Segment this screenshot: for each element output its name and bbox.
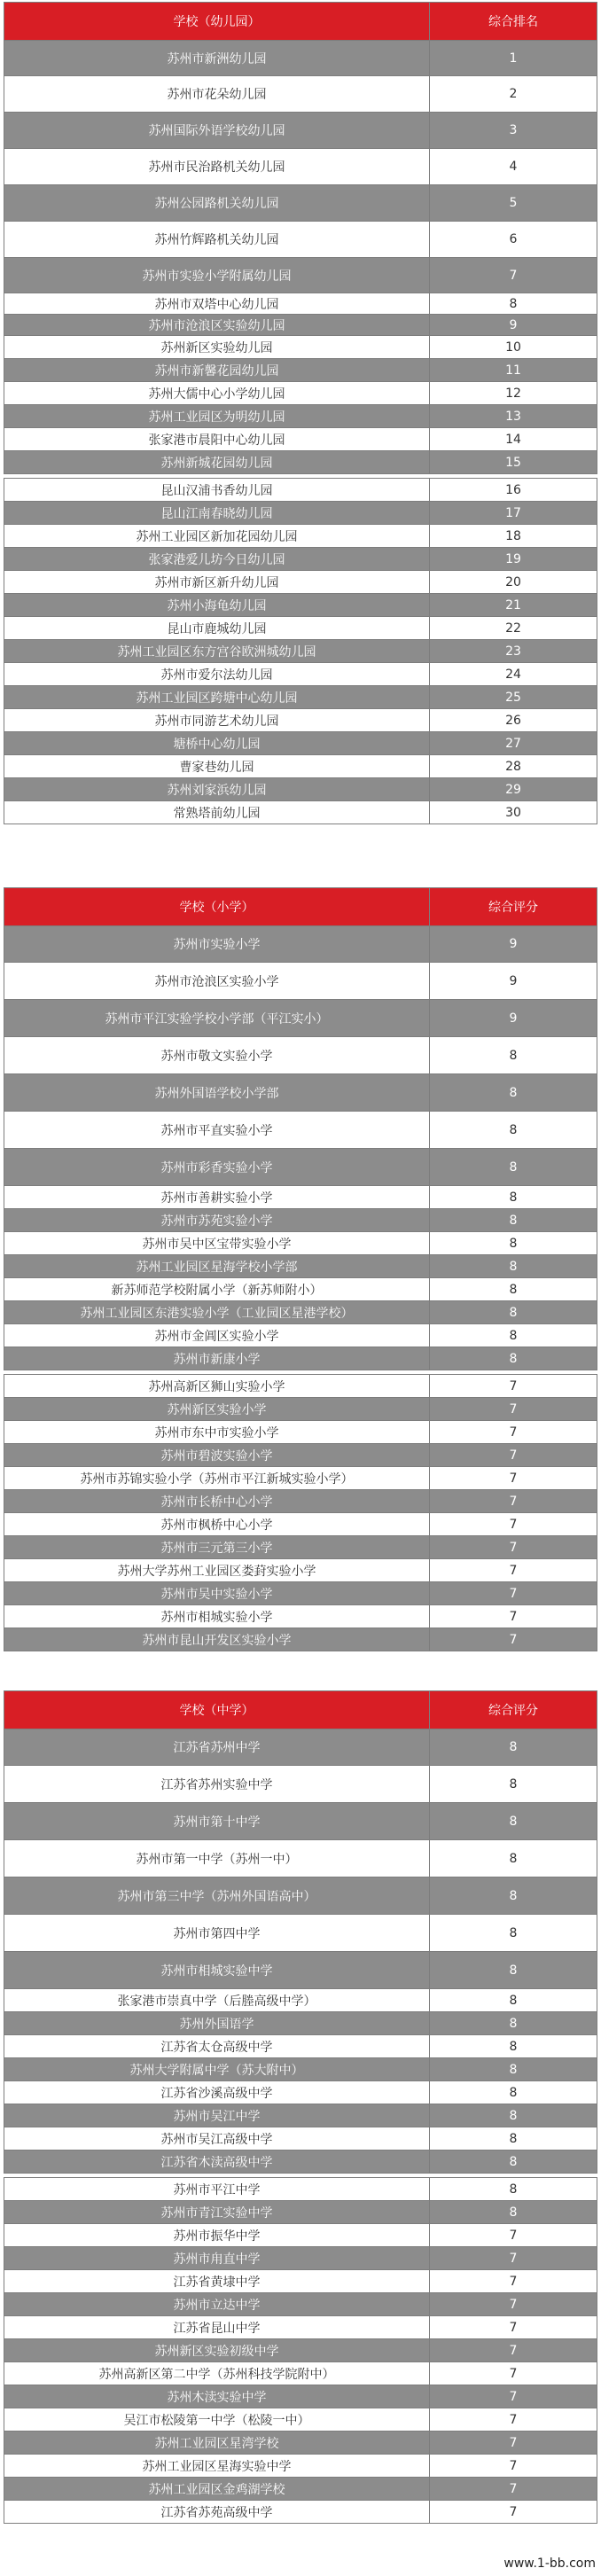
school-name-cell: 昆山市鹿城幼儿园 bbox=[4, 617, 430, 640]
table-row bbox=[4, 2270, 597, 2293]
school-name-cell: 吴江市松陵第一中学（松陵一中） bbox=[4, 2408, 430, 2432]
table-row bbox=[4, 1989, 597, 2012]
score-cell: 6 bbox=[430, 222, 597, 258]
table-row bbox=[4, 1301, 597, 1324]
table-row bbox=[4, 1467, 597, 1490]
score-cell: 7 bbox=[430, 1513, 597, 1536]
score-cell: 7 bbox=[430, 1398, 597, 1421]
table-row bbox=[4, 2408, 597, 2432]
table-row bbox=[4, 1840, 597, 1877]
school-name-cell: 苏州工业园区东港实验小学（工业园区星港学校） bbox=[4, 1301, 430, 1324]
table-row bbox=[4, 1324, 597, 1347]
score-cell: 20 bbox=[430, 571, 597, 594]
score-cell: 8 bbox=[430, 1324, 597, 1347]
table-row bbox=[4, 185, 597, 222]
score-cell: 19 bbox=[430, 548, 597, 571]
table-row bbox=[4, 2339, 597, 2362]
school-name-cell: 苏州市平直实验小学 bbox=[4, 1112, 430, 1149]
table-row bbox=[4, 778, 597, 801]
table-row bbox=[4, 1000, 597, 1037]
school-name-cell: 苏州新区实验幼儿园 bbox=[4, 336, 430, 359]
score-cell: 8 bbox=[430, 2012, 597, 2035]
school-name-cell: 苏州市枫桥中心小学 bbox=[4, 1513, 430, 1536]
school-name-cell: 苏州小海龟幼儿园 bbox=[4, 594, 430, 617]
school-name-cell: 苏州市双塔中心幼儿园 bbox=[4, 293, 430, 315]
table-row bbox=[4, 113, 597, 149]
table-row bbox=[4, 2035, 597, 2058]
primary-school-rating-table bbox=[4, 887, 597, 1651]
score-cell: 7 bbox=[430, 2339, 597, 2362]
table-row bbox=[4, 1037, 597, 1074]
table-header-row bbox=[4, 3, 597, 41]
score-cell: 7 bbox=[430, 2247, 597, 2270]
table-row bbox=[4, 315, 597, 336]
score-cell: 9 bbox=[430, 1000, 597, 1037]
score-cell: 7 bbox=[430, 2270, 597, 2293]
table-row bbox=[4, 359, 597, 382]
school-name-cell: 苏州市同游艺术幼儿园 bbox=[4, 709, 430, 732]
table-row bbox=[4, 2455, 597, 2478]
school-name-cell: 苏州工业园区星湾学校 bbox=[4, 2432, 430, 2455]
table-row bbox=[4, 1074, 597, 1112]
school-name-cell: 苏州新城花园幼儿园 bbox=[4, 451, 430, 474]
table-row bbox=[4, 2293, 597, 2316]
school-column-header: 学校（中学） bbox=[4, 1691, 430, 1729]
table-row bbox=[4, 222, 597, 258]
school-name-cell: 苏州市新馨花园幼儿园 bbox=[4, 359, 430, 382]
table-row bbox=[4, 258, 597, 293]
school-name-cell: 昆山江南春晓幼儿园 bbox=[4, 502, 430, 525]
score-cell: 7 bbox=[430, 2385, 597, 2408]
score-cell: 18 bbox=[430, 525, 597, 548]
score-cell: 8 bbox=[430, 1149, 597, 1186]
table-row bbox=[4, 1112, 597, 1149]
table-row bbox=[4, 1347, 597, 1370]
table-row bbox=[4, 382, 597, 405]
score-cell: 7 bbox=[430, 1467, 597, 1490]
school-name-cell: 苏州市新康小学 bbox=[4, 1347, 430, 1370]
score-cell: 8 bbox=[430, 2127, 597, 2151]
score-cell: 7 bbox=[430, 2432, 597, 2455]
school-name-cell: 苏州市甪直中学 bbox=[4, 2247, 430, 2270]
table-row bbox=[4, 502, 597, 525]
score-cell: 26 bbox=[430, 709, 597, 732]
kindergarten-ranking-table bbox=[4, 2, 597, 824]
school-name-cell: 苏州市爱尔法幼儿园 bbox=[4, 663, 430, 686]
table-row bbox=[4, 2385, 597, 2408]
table-row bbox=[4, 1421, 597, 1444]
school-name-cell: 苏州新区实验初级中学 bbox=[4, 2339, 430, 2362]
score-cell: 9 bbox=[430, 926, 597, 963]
school-name-cell: 苏州工业园区星海学校小学部 bbox=[4, 1255, 430, 1278]
school-name-cell: 苏州市金阊区实验小学 bbox=[4, 1324, 430, 1347]
school-name-cell: 苏州大儒中心小学幼儿园 bbox=[4, 382, 430, 405]
table-row bbox=[4, 2224, 597, 2247]
school-name-cell: 苏州工业园区跨塘中心幼儿园 bbox=[4, 686, 430, 709]
school-column-header: 学校（幼儿园） bbox=[4, 3, 430, 41]
school-name-cell: 苏州市吴江中学 bbox=[4, 2104, 430, 2127]
school-name-cell: 常熟塔前幼儿园 bbox=[4, 801, 430, 824]
table-row bbox=[4, 405, 597, 428]
school-name-cell: 苏州木渎实验中学 bbox=[4, 2385, 430, 2408]
table-row bbox=[4, 336, 597, 359]
score-cell: 23 bbox=[430, 640, 597, 663]
table-row bbox=[4, 149, 597, 185]
school-name-cell: 江苏省昆山中学 bbox=[4, 2316, 430, 2339]
score-cell: 7 bbox=[430, 258, 597, 293]
score-cell: 8 bbox=[430, 1803, 597, 1840]
score-cell: 8 bbox=[430, 1112, 597, 1149]
school-name-cell: 张家港市晨阳中心幼儿园 bbox=[4, 428, 430, 451]
school-name-cell: 苏州市沧浪区实验幼儿园 bbox=[4, 315, 430, 336]
score-cell: 8 bbox=[430, 1347, 597, 1370]
score-cell: 12 bbox=[430, 382, 597, 405]
school-name-cell: 苏州工业园区金鸡湖学校 bbox=[4, 2478, 430, 2501]
school-name-cell: 苏州新区实验小学 bbox=[4, 1398, 430, 1421]
table-row bbox=[4, 1186, 597, 1209]
school-name-cell: 苏州市东中市实验小学 bbox=[4, 1421, 430, 1444]
table-row bbox=[4, 451, 597, 474]
school-name-cell: 苏州市苏苑实验小学 bbox=[4, 1209, 430, 1232]
table-row bbox=[4, 594, 597, 617]
school-name-cell: 江苏省沙溪高级中学 bbox=[4, 2081, 430, 2104]
table-row bbox=[4, 2362, 597, 2385]
score-cell: 8 bbox=[430, 2151, 597, 2174]
table-header-row bbox=[4, 1691, 597, 1729]
score-cell: 13 bbox=[430, 405, 597, 428]
score-cell: 30 bbox=[430, 801, 597, 824]
score-cell: 5 bbox=[430, 185, 597, 222]
score-cell: 8 bbox=[430, 1186, 597, 1209]
school-name-cell: 苏州市民治路机关幼儿园 bbox=[4, 149, 430, 185]
school-name-cell: 苏州市平江实验学校小学部（平江实小） bbox=[4, 1000, 430, 1037]
school-name-cell: 苏州国际外语学校幼儿园 bbox=[4, 113, 430, 149]
table-row bbox=[4, 1605, 597, 1628]
table-row bbox=[4, 2178, 597, 2201]
table-row bbox=[4, 2058, 597, 2081]
table-row bbox=[4, 1513, 597, 1536]
school-name-cell: 苏州工业园区新加花园幼儿园 bbox=[4, 525, 430, 548]
score-cell: 8 bbox=[430, 1840, 597, 1877]
school-name-cell: 苏州市第四中学 bbox=[4, 1915, 430, 1952]
school-name-cell: 苏州工业园区东方宫谷欧洲城幼儿园 bbox=[4, 640, 430, 663]
table-row bbox=[4, 2012, 597, 2035]
score-cell: 8 bbox=[430, 1989, 597, 2012]
school-name-cell: 江苏省苏州实验中学 bbox=[4, 1766, 430, 1803]
table-row bbox=[4, 732, 597, 755]
school-name-cell: 苏州市善耕实验小学 bbox=[4, 1186, 430, 1209]
score-cell: 8 bbox=[430, 1301, 597, 1324]
school-name-cell: 苏州市苏锦实验小学（苏州市平江新城实验小学） bbox=[4, 1467, 430, 1490]
score-cell: 29 bbox=[430, 778, 597, 801]
school-column-header: 学校（小学） bbox=[4, 888, 430, 926]
table-row bbox=[4, 1766, 597, 1803]
score-cell: 7 bbox=[430, 2316, 597, 2339]
table-row bbox=[4, 926, 597, 963]
score-cell: 15 bbox=[430, 451, 597, 474]
score-cell: 4 bbox=[430, 149, 597, 185]
table-row bbox=[4, 1915, 597, 1952]
school-name-cell: 新苏师范学校附属小学（新苏师附小） bbox=[4, 1278, 430, 1301]
school-name-cell: 苏州市花朵幼儿园 bbox=[4, 76, 430, 113]
school-name-cell: 苏州市彩香实验小学 bbox=[4, 1149, 430, 1186]
school-name-cell: 苏州市沧浪区实验小学 bbox=[4, 963, 430, 1000]
score-cell: 8 bbox=[430, 2081, 597, 2104]
table-row bbox=[4, 640, 597, 663]
table-row bbox=[4, 1952, 597, 1989]
score-cell: 7 bbox=[430, 1628, 597, 1651]
table-row bbox=[4, 1559, 597, 1582]
table-row bbox=[4, 2501, 597, 2524]
school-name-cell: 苏州高新区第二中学（苏州科技学院附中） bbox=[4, 2362, 430, 2385]
score-column-header: 综合评分 bbox=[430, 888, 597, 926]
school-name-cell: 苏州市吴中实验小学 bbox=[4, 1582, 430, 1605]
score-cell: 8 bbox=[430, 1074, 597, 1112]
table-row bbox=[4, 1232, 597, 1255]
table-row bbox=[4, 1149, 597, 1186]
score-cell: 7 bbox=[430, 2224, 597, 2247]
score-cell: 8 bbox=[430, 1255, 597, 1278]
table-row bbox=[4, 479, 597, 502]
table-row bbox=[4, 2478, 597, 2501]
school-name-cell: 江苏省黄埭中学 bbox=[4, 2270, 430, 2293]
score-cell: 21 bbox=[430, 594, 597, 617]
table-row bbox=[4, 1490, 597, 1513]
table-row bbox=[4, 1255, 597, 1278]
score-cell: 8 bbox=[430, 1915, 597, 1952]
school-name-cell: 曹家巷幼儿园 bbox=[4, 755, 430, 778]
school-name-cell: 苏州市第十中学 bbox=[4, 1803, 430, 1840]
score-column-header: 综合评分 bbox=[430, 1691, 597, 1729]
table-row bbox=[4, 617, 597, 640]
school-name-cell: 江苏省木渎高级中学 bbox=[4, 2151, 430, 2174]
school-name-cell: 张家港市崇真中学（后塍高级中学） bbox=[4, 1989, 430, 2012]
score-cell: 11 bbox=[430, 359, 597, 382]
score-cell: 8 bbox=[430, 1729, 597, 1766]
school-name-cell: 苏州市实验小学附属幼儿园 bbox=[4, 258, 430, 293]
table-row bbox=[4, 76, 597, 113]
table-row bbox=[4, 963, 597, 1000]
school-name-cell: 苏州市碧波实验小学 bbox=[4, 1444, 430, 1467]
table-row bbox=[4, 525, 597, 548]
table-row bbox=[4, 2127, 597, 2151]
score-cell: 10 bbox=[430, 336, 597, 359]
table-row bbox=[4, 1209, 597, 1232]
table-row bbox=[4, 2432, 597, 2455]
score-cell: 22 bbox=[430, 617, 597, 640]
score-cell: 8 bbox=[430, 2035, 597, 2058]
school-name-cell: 苏州市青江实验中学 bbox=[4, 2201, 430, 2224]
score-cell: 8 bbox=[430, 1278, 597, 1301]
table-row bbox=[4, 571, 597, 594]
school-name-cell: 苏州工业园区为明幼儿园 bbox=[4, 405, 430, 428]
score-cell: 24 bbox=[430, 663, 597, 686]
score-cell: 7 bbox=[430, 1375, 597, 1398]
school-name-cell: 苏州高新区狮山实验小学 bbox=[4, 1375, 430, 1398]
score-cell: 7 bbox=[430, 1536, 597, 1559]
site-watermark: www.1-bb.com bbox=[503, 2556, 596, 2571]
school-name-cell: 苏州市敬文实验小学 bbox=[4, 1037, 430, 1074]
school-name-cell: 苏州市平江中学 bbox=[4, 2178, 430, 2201]
table-row bbox=[4, 1729, 597, 1766]
table-row bbox=[4, 709, 597, 732]
score-cell: 28 bbox=[430, 755, 597, 778]
score-cell: 9 bbox=[430, 963, 597, 1000]
score-cell: 8 bbox=[430, 2201, 597, 2224]
school-name-cell: 苏州市相城实验小学 bbox=[4, 1605, 430, 1628]
school-name-cell: 苏州竹辉路机关幼儿园 bbox=[4, 222, 430, 258]
table-row bbox=[4, 1398, 597, 1421]
school-name-cell: 江苏省苏苑高级中学 bbox=[4, 2501, 430, 2524]
table-row bbox=[4, 428, 597, 451]
school-name-cell: 苏州外国语学校小学部 bbox=[4, 1074, 430, 1112]
score-cell: 8 bbox=[430, 1952, 597, 1989]
table-row bbox=[4, 1803, 597, 1840]
score-cell: 2 bbox=[430, 76, 597, 113]
score-cell: 17 bbox=[430, 502, 597, 525]
table-header-row bbox=[4, 888, 597, 926]
school-name-cell: 苏州刘家浜幼儿园 bbox=[4, 778, 430, 801]
score-cell: 16 bbox=[430, 479, 597, 502]
score-cell: 27 bbox=[430, 732, 597, 755]
score-cell: 8 bbox=[430, 2058, 597, 2081]
score-cell: 8 bbox=[430, 1037, 597, 1074]
school-name-cell: 苏州大学附属中学（苏大附中） bbox=[4, 2058, 430, 2081]
table-row bbox=[4, 801, 597, 824]
school-name-cell: 苏州市相城实验中学 bbox=[4, 1952, 430, 1989]
score-cell: 7 bbox=[430, 2455, 597, 2478]
table-row bbox=[4, 2151, 597, 2174]
table-row bbox=[4, 1628, 597, 1651]
score-cell: 7 bbox=[430, 2408, 597, 2432]
school-name-cell: 苏州市振华中学 bbox=[4, 2224, 430, 2247]
school-name-cell: 昆山汉浦书香幼儿园 bbox=[4, 479, 430, 502]
table-row bbox=[4, 663, 597, 686]
school-name-cell: 江苏省苏州中学 bbox=[4, 1729, 430, 1766]
score-cell: 7 bbox=[430, 1444, 597, 1467]
table-row bbox=[4, 686, 597, 709]
table-row bbox=[4, 2316, 597, 2339]
table-row bbox=[4, 1444, 597, 1467]
table-row bbox=[4, 1877, 597, 1915]
score-cell: 8 bbox=[430, 1209, 597, 1232]
school-name-cell: 苏州市三元第三小学 bbox=[4, 1536, 430, 1559]
school-name-cell: 江苏省太仓高级中学 bbox=[4, 2035, 430, 2058]
school-name-cell: 苏州公园路机关幼儿园 bbox=[4, 185, 430, 222]
school-name-cell: 苏州市新区新升幼儿园 bbox=[4, 571, 430, 594]
score-cell: 8 bbox=[430, 2104, 597, 2127]
school-name-cell: 苏州市实验小学 bbox=[4, 926, 430, 963]
school-name-cell: 苏州市新洲幼儿园 bbox=[4, 41, 430, 76]
school-name-cell: 苏州市立达中学 bbox=[4, 2293, 430, 2316]
school-name-cell: 苏州市昆山开发区实验小学 bbox=[4, 1628, 430, 1651]
school-name-cell: 苏州市吴江高级中学 bbox=[4, 2127, 430, 2151]
table-row bbox=[4, 1278, 597, 1301]
score-cell: 7 bbox=[430, 2362, 597, 2385]
school-name-cell: 苏州市吴中区宝带实验小学 bbox=[4, 1232, 430, 1255]
score-cell: 8 bbox=[430, 1232, 597, 1255]
score-cell: 25 bbox=[430, 686, 597, 709]
score-cell: 7 bbox=[430, 2478, 597, 2501]
table-row bbox=[4, 755, 597, 778]
school-name-cell: 苏州工业园区星海实验中学 bbox=[4, 2455, 430, 2478]
score-cell: 7 bbox=[430, 1605, 597, 1628]
table-row bbox=[4, 548, 597, 571]
school-name-cell: 苏州大学苏州工业园区娄葑实验小学 bbox=[4, 1559, 430, 1582]
school-name-cell: 苏州市长桥中心小学 bbox=[4, 1490, 430, 1513]
school-name-cell: 苏州市第三中学（苏州外国语高中） bbox=[4, 1877, 430, 1915]
school-name-cell: 苏州市第一中学（苏州一中） bbox=[4, 1840, 430, 1877]
score-cell: 14 bbox=[430, 428, 597, 451]
score-cell: 3 bbox=[430, 113, 597, 149]
table-row bbox=[4, 41, 597, 76]
score-cell: 8 bbox=[430, 1766, 597, 1803]
score-column-header: 综合排名 bbox=[430, 3, 597, 41]
school-name-cell: 张家港爱儿坊今日幼儿园 bbox=[4, 548, 430, 571]
score-cell: 9 bbox=[430, 315, 597, 336]
table-row bbox=[4, 1582, 597, 1605]
score-cell: 8 bbox=[430, 2178, 597, 2201]
table-row bbox=[4, 2201, 597, 2224]
middle-school-rating-table bbox=[4, 1690, 597, 2524]
score-cell: 7 bbox=[430, 1490, 597, 1513]
table-row bbox=[4, 2247, 597, 2270]
table-row bbox=[4, 1375, 597, 1398]
table-row bbox=[4, 1536, 597, 1559]
score-cell: 8 bbox=[430, 293, 597, 315]
score-cell: 7 bbox=[430, 1559, 597, 1582]
score-cell: 8 bbox=[430, 1877, 597, 1915]
table-row bbox=[4, 2081, 597, 2104]
score-cell: 7 bbox=[430, 2501, 597, 2524]
score-cell: 7 bbox=[430, 1582, 597, 1605]
school-name-cell: 苏州外国语学 bbox=[4, 2012, 430, 2035]
score-cell: 7 bbox=[430, 1421, 597, 1444]
score-cell: 1 bbox=[430, 41, 597, 76]
school-name-cell: 塘桥中心幼儿园 bbox=[4, 732, 430, 755]
table-row bbox=[4, 2104, 597, 2127]
table-row bbox=[4, 293, 597, 315]
score-cell: 7 bbox=[430, 2293, 597, 2316]
